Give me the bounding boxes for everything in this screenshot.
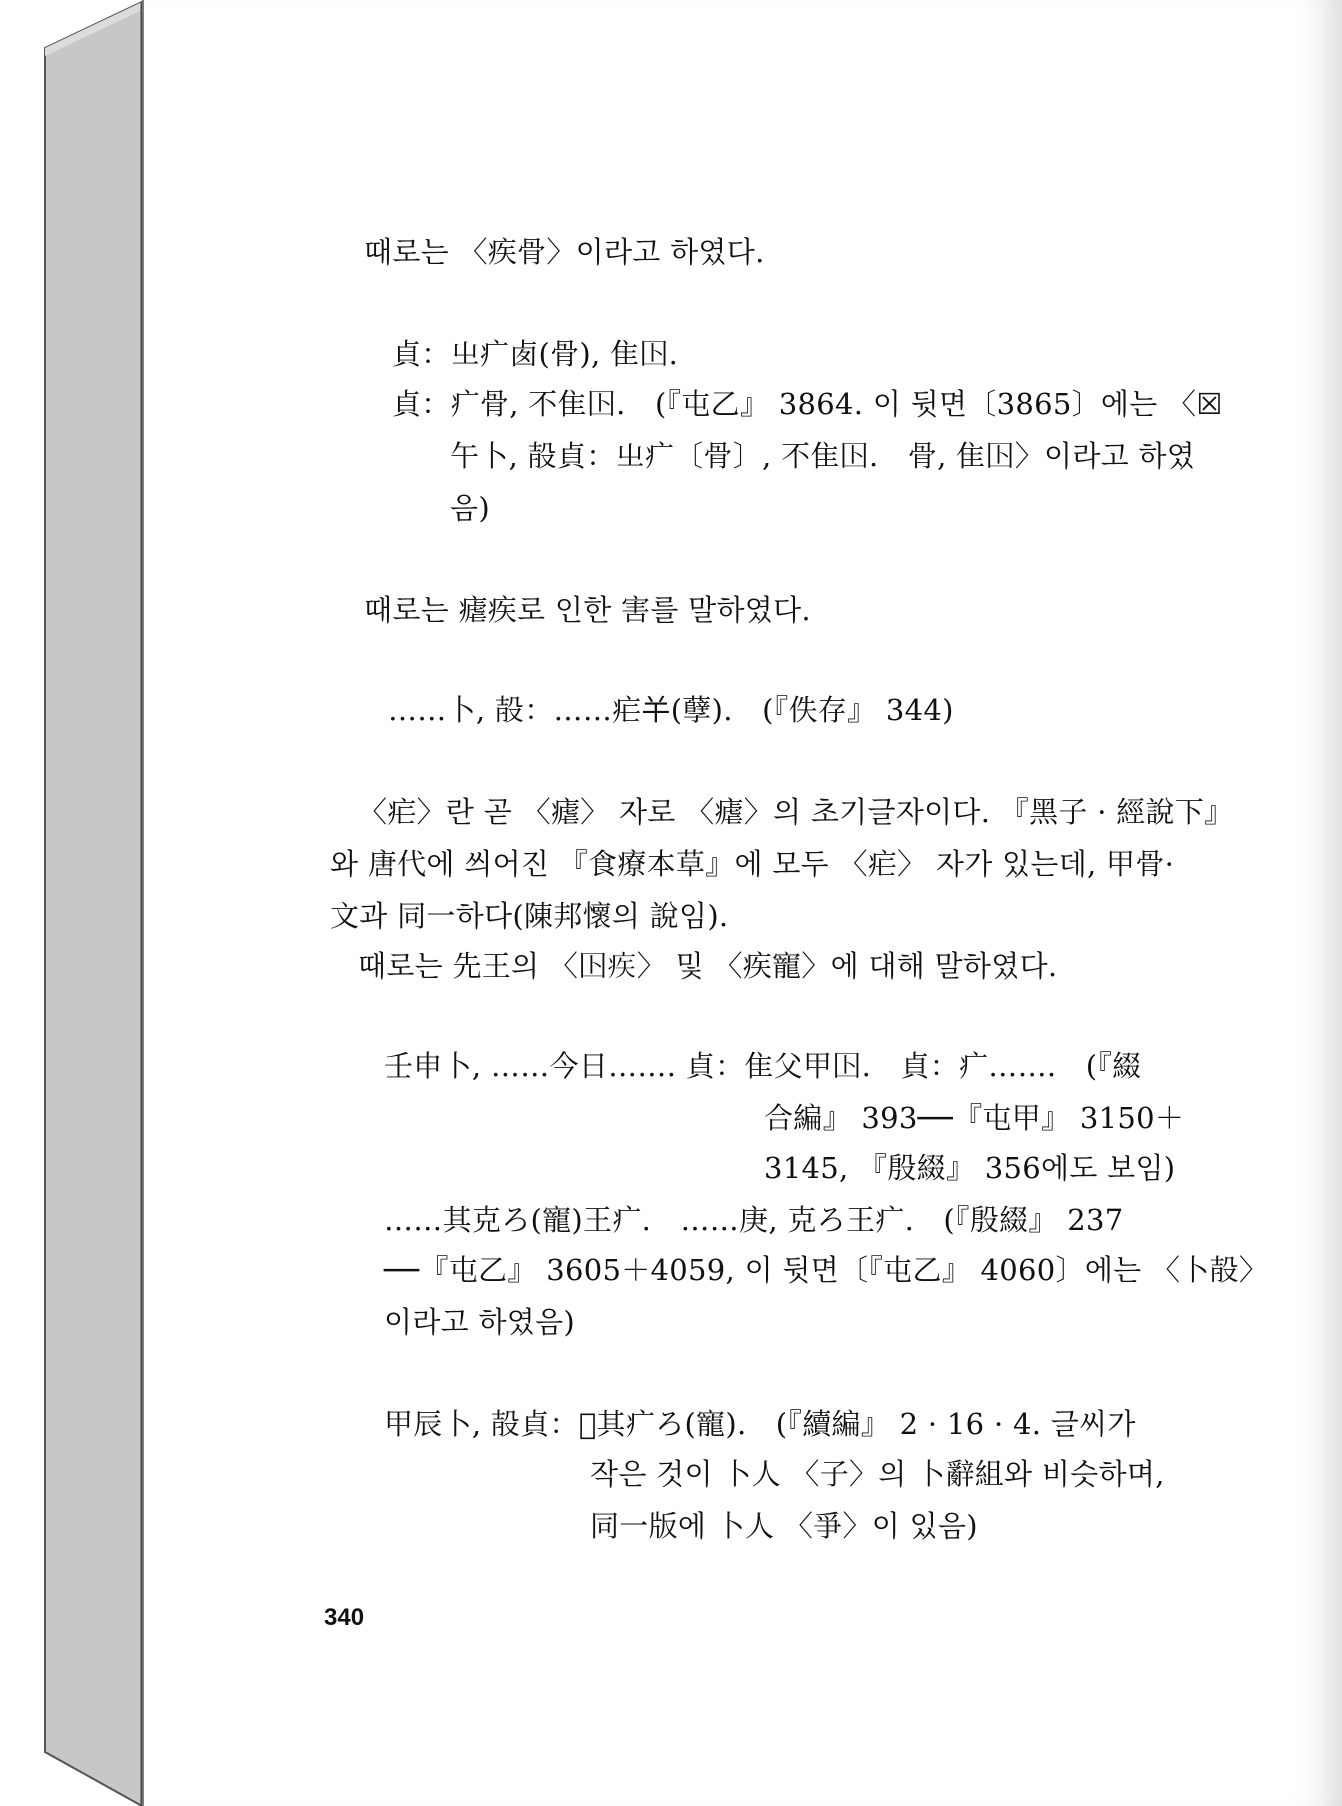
text-line: 와 唐代에 씌어진 『食療本草』에 모두 〈疟〉 자가 있는데, 甲骨· bbox=[330, 847, 1175, 881]
text-line: 貞：㞢疒𠧧(骨), 隹𡆥. bbox=[392, 337, 679, 371]
text-line: 貞：疒骨, 不隹𡆥. (『屯乙』 3864. 이 뒷면〔3865〕에는 〈☒ bbox=[392, 387, 1223, 421]
text-line: 때로는 〈疾骨〉이라고 하였다. bbox=[364, 235, 765, 269]
text-line: 壬申卜, ……今日……. 貞：隹父甲𡆥. 貞：疒……. (『綴 bbox=[384, 1049, 1142, 1083]
text-line: 때로는 瘧疾로 인한 害를 말하였다. bbox=[364, 593, 811, 627]
text-line: 〈疟〉란 곧 〈瘧〉 자로 〈瘧〉의 초기글자이다. 『黑子 · 經說下』 bbox=[358, 795, 1234, 829]
text-line: ……卜, 㱿：……疟𢆉(孽). (『佚存』 344) bbox=[388, 693, 954, 727]
text-line: 文과 同一하다(陳邦懷의 說임). bbox=[330, 899, 729, 933]
text-line: 合編』 393──『屯甲』 3150＋ bbox=[764, 1101, 1185, 1135]
page-number: 340 bbox=[324, 1604, 365, 1631]
text-line: 이라고 하였음) bbox=[384, 1305, 576, 1339]
book-page bbox=[142, 0, 1342, 1806]
text-line: 때로는 先王의 〈𡆥疾〉 및 〈疾寵〉에 대해 말하였다. bbox=[358, 949, 1058, 983]
text-line: 午卜, 㱿貞：㞢疒〔骨〕, 不隹𡆥. 骨, 隹𡆥〉이라고 하였 bbox=[450, 439, 1196, 473]
book-edge-illustration bbox=[0, 0, 145, 1806]
text-line: 3145, 『殷綴』 356에도 보임) bbox=[764, 1151, 1176, 1185]
text-line: 甲辰卜, 㱿貞：𣪺其疒ろ(寵). (『續編』 2 · 16 · 4. 글씨가 bbox=[384, 1407, 1136, 1441]
text-line: 음) bbox=[450, 491, 490, 525]
text-line: 작은 것이 卜人 〈子〉의 卜辭組와 비슷하며, bbox=[590, 1457, 1165, 1491]
text-line: ……其克ろ(寵)王疒. ……庚, 克ろ王疒. (『殷綴』 237 bbox=[384, 1203, 1124, 1237]
text-line: 同一版에 卜人 〈爭〉이 있음) bbox=[590, 1509, 978, 1543]
text-line: ──『屯乙』 3605＋4059, 이 뒷면〔『屯乙』 4060〕에는 〈卜㱿〉 bbox=[384, 1253, 1269, 1287]
